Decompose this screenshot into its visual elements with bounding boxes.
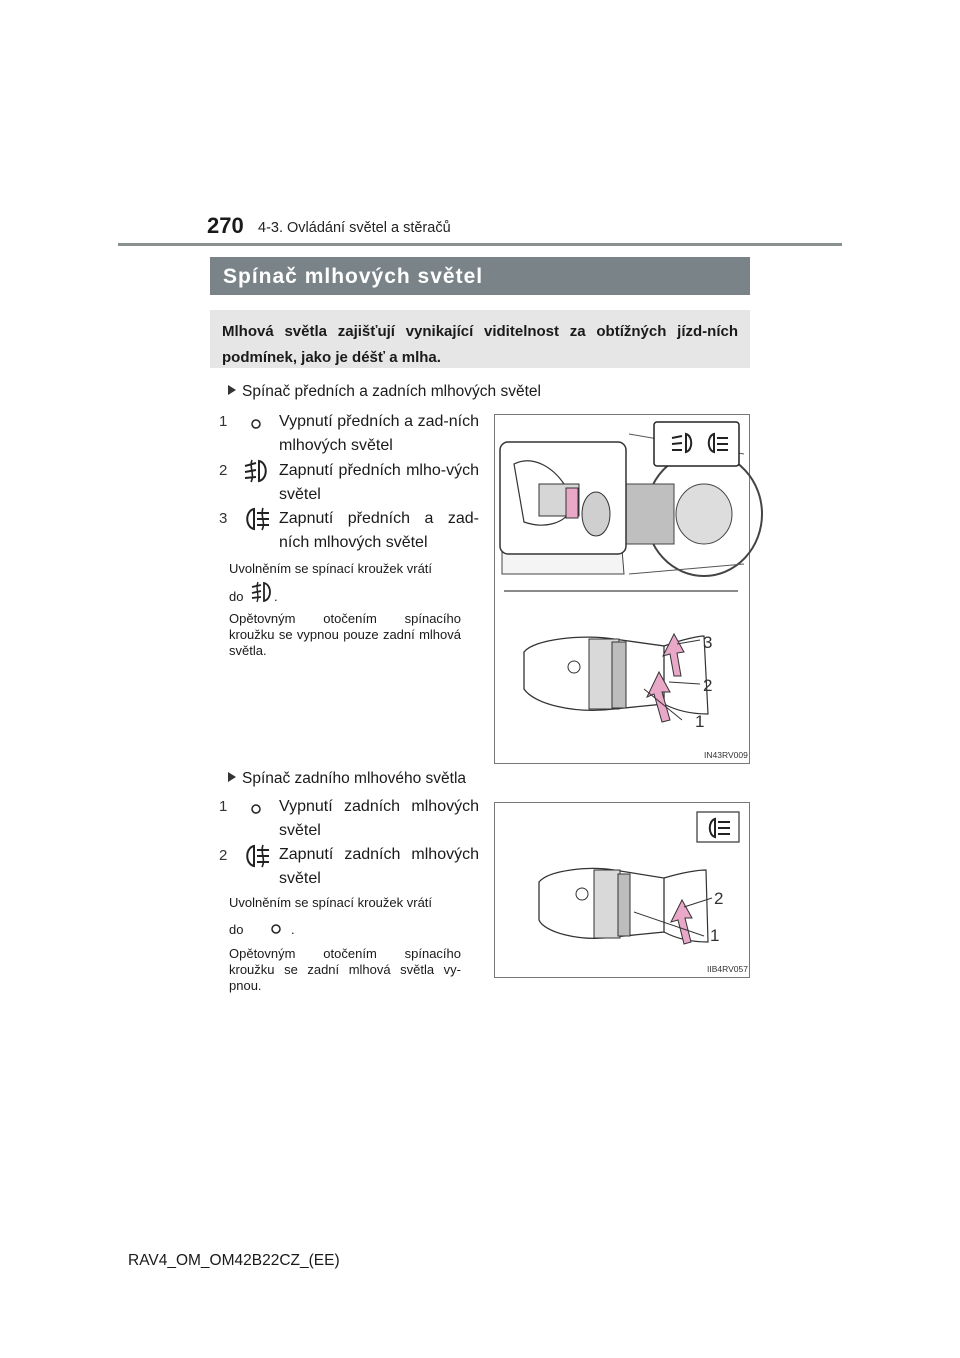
note-repeat: Opětovným otočením spínacího kroužku se vypnou pouze zadní mlhová světla. — [229, 611, 461, 658]
figure-callout-3: 3 — [703, 633, 713, 652]
figure-code: IN43RV009 — [704, 750, 748, 760]
item-text: Zapnutí předních a zad-ních mlhových světel — [279, 510, 479, 551]
rear-fog-icon — [243, 506, 271, 532]
note-repeat: Opětovným otočením spínacího kroužku se zadní mlhová světla vy-pnou. — [229, 946, 461, 993]
off-circle-icon — [250, 418, 262, 430]
section-title-bar — [210, 257, 750, 295]
note-do: do — [229, 589, 244, 604]
note-text: Uvolněním se spínací kroužek vrátí — [229, 561, 433, 576]
subsection-heading-text: Spínač předních a zadních mlhových světel — [242, 383, 541, 400]
item-text: Zapnutí předních mlho-vých světel — [279, 462, 479, 503]
note-period: . — [274, 589, 278, 604]
item-number: 2 — [219, 462, 228, 479]
item-number: 1 — [219, 798, 228, 815]
note-release-cont — [229, 922, 243, 938]
item-text: Zapnutí zadních mlhových světel — [279, 846, 479, 887]
figure-callout-1: 1 — [695, 712, 705, 731]
item-number: 2 — [219, 847, 228, 864]
off-circle-icon — [270, 923, 282, 935]
breadcrumb: 4-3. Ovládání světel a stěračů — [258, 220, 451, 236]
intro-text: Mlhová světla zajišťují vynikající viditelnost za obtížných jízd-ních podmínek, jako je déšť a mlha. — [222, 323, 738, 366]
figure-code: IIB4RV057 — [707, 964, 748, 974]
note-text: Uvolněním se spínací kroužek vrátí — [229, 895, 433, 910]
subsection-heading-text: Spínač zadního mlhového světla — [242, 770, 467, 787]
note-release — [229, 895, 461, 911]
note-do: do — [229, 922, 244, 937]
off-circle-icon — [250, 803, 262, 815]
document-id: RAV4_OM_OM42B22CZ_(EE) — [128, 1252, 340, 1269]
figure-callout-2: 2 — [703, 676, 713, 695]
triangle-bullet-icon — [228, 385, 236, 395]
subsection-heading-rear — [228, 770, 466, 788]
triangle-bullet-icon — [228, 772, 236, 782]
intro-box — [210, 310, 750, 368]
note-release-cont — [229, 589, 243, 605]
note-period: . — [291, 922, 295, 937]
figure-front-rear-drawing — [494, 414, 750, 764]
front-fog-icon — [250, 581, 274, 603]
header-rule — [118, 243, 842, 246]
item-number: 3 — [219, 510, 228, 527]
figure-callout-1: 1 — [710, 926, 720, 945]
item-text: Vypnutí zadních mlhových světel — [279, 798, 479, 839]
item-number: 1 — [219, 413, 228, 430]
item-text: Vypnutí předních a zad-ních mlhových světel — [279, 413, 479, 454]
figure-rear-drawing — [494, 802, 750, 978]
section-title: Spínač mlhových světel — [223, 265, 484, 288]
note-release — [229, 561, 461, 577]
subsection-heading-front-rear — [228, 383, 541, 401]
page-number: 270 — [207, 213, 244, 238]
rear-fog-icon — [243, 843, 271, 869]
front-fog-icon — [243, 458, 271, 484]
figure-callout-2: 2 — [714, 889, 724, 908]
